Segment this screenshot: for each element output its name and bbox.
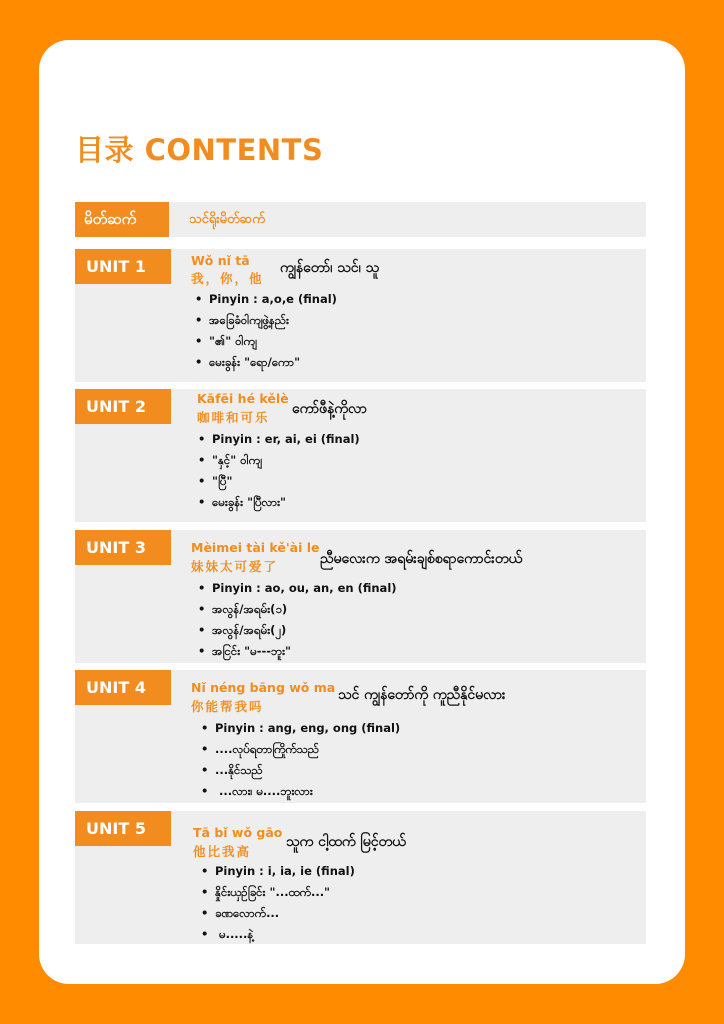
- list-item: • Pinyin : ao, ou, an, en (final): [198, 578, 397, 599]
- unit-5-block: [75, 811, 646, 944]
- intro-row: [75, 202, 646, 237]
- unit-pinyin: Wǒ nǐ tā: [191, 253, 250, 268]
- unit-meaning: သင် ကျွန်တော်ကို ကူညီနိုင်မလား: [338, 687, 506, 703]
- list-item: • အလွန်/အရမ်း(၁): [198, 599, 397, 620]
- list-item: • Pinyin : er, ai, ei (final): [198, 429, 360, 450]
- list-item: • ...လား၊ မ....ဘူးလား: [201, 781, 400, 802]
- list-item: • Pinyin : i, ia, ie (final): [201, 861, 355, 882]
- unit-2-block: [75, 389, 646, 522]
- list-item: • Pinyin : ang, eng, ong (final): [201, 718, 400, 739]
- unit-meaning: ကော်ဖီနဲ့ကိုလာ: [292, 401, 367, 417]
- unit-item-list: [198, 578, 397, 662]
- list-item: • မ.....နဲ့: [201, 924, 355, 945]
- list-item: • နှိုင်းယှဉ်ခြင်း "...ထက်...": [201, 882, 355, 903]
- unit-1-block: [75, 249, 646, 382]
- unit-label: UNIT 1: [75, 249, 171, 284]
- unit-meaning: ကျွန်တော်၊ သင်၊ သူ: [280, 260, 380, 276]
- intro-tag: မိတ်ဆက်: [75, 202, 169, 237]
- list-item: • ...နိုင်သည်: [201, 760, 400, 781]
- unit-3-block: [75, 530, 646, 663]
- unit-meaning: သူက ငါ့ထက် မြင့်တယ်: [286, 834, 406, 850]
- list-item: • အခြေခံဝါကျဖွဲ့နည်း: [195, 310, 337, 331]
- unit-pinyin: Nǐ néng bāng wǒ ma: [191, 680, 336, 695]
- list-item: • "၏" ဝါကျ: [195, 331, 337, 352]
- list-item: • မေးခွန်း "ရော/ကော": [195, 352, 337, 373]
- unit-pinyin: Tā bǐ wǒ gāo: [193, 825, 283, 840]
- list-item: • မေးခွန်း "ပြီလား": [198, 492, 360, 513]
- unit-hanzi: 我，你，他: [191, 271, 264, 286]
- list-item: • အလွန်/အရမ်း(၂): [198, 620, 397, 641]
- unit-hanzi: 妹妹太可爱了: [191, 559, 279, 574]
- unit-label: UNIT 2: [75, 389, 171, 424]
- list-item: • ခဏလောက်...: [201, 903, 355, 924]
- list-item: • ....လုပ်ရတာကြိုက်သည်: [201, 739, 400, 760]
- list-item: • "ပြီ": [198, 471, 360, 492]
- unit-pinyin: Kāfēi hé kělè: [197, 391, 289, 406]
- unit-hanzi: 他比我高: [193, 844, 252, 859]
- unit-item-list: [195, 289, 337, 373]
- intro-text: သင်ရိုးမိတ်ဆက်: [169, 202, 646, 237]
- unit-label: UNIT 5: [75, 811, 171, 846]
- list-item: • "နှင့်" ဝါကျ: [198, 450, 360, 471]
- unit-item-list: [201, 718, 400, 802]
- unit-4-block: [75, 670, 646, 803]
- unit-hanzi: 你能帮我吗: [191, 699, 264, 714]
- list-item: • Pinyin : a,o,e (final): [195, 289, 337, 310]
- unit-item-list: [198, 429, 360, 513]
- list-item: • အငြင်း "မ---ဘူး": [198, 641, 397, 662]
- unit-item-list: [201, 861, 355, 945]
- unit-pinyin: Mèimei tài kě'ài le: [191, 540, 320, 555]
- page-title: 目录 CONTENTS: [75, 133, 324, 167]
- unit-hanzi: 咖啡和可乐: [197, 410, 270, 425]
- unit-label: UNIT 3: [75, 530, 171, 565]
- unit-meaning: ညီမလေးက အရမ်းချစ်စရာကောင်းတယ်: [320, 551, 523, 567]
- unit-label: UNIT 4: [75, 670, 171, 705]
